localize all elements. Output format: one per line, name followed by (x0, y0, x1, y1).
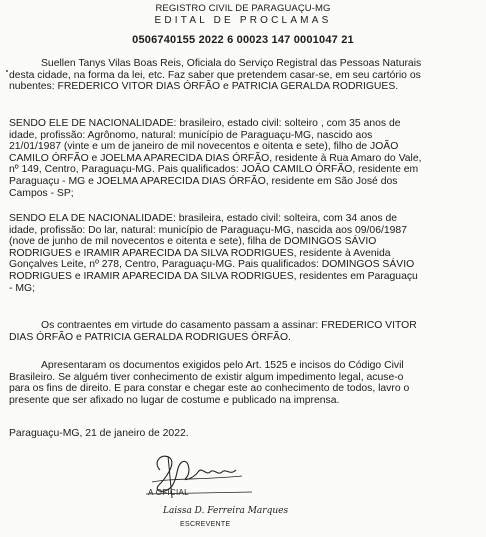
margin-mark (6, 70, 8, 72)
registry-name: REGISTRO CIVIL DE PARAGUAÇU-MG (155, 3, 331, 14)
document-number: 0506740155 2022 6 00023 147 0001047 21 (132, 34, 354, 46)
bride-paragraph: SENDO ELA DE NACIONALIDADE: brasileira, estado civil: solteira, com 34 anos de idade, profissão: Do lar, natural: município de Paraguaçu-MG, nascida aos 09/06/1987 (nove de junho de mil novecentos e oitenta e sete), filha de DOMINGOS SÁVIO RODRIGUES e IRAMIR APARECIDA DA SILVA RODRIGUES, residente à Avenida Gonçalves Leite, nº 278, Centro, Paraguaçu-MG. Pais qualificados: DOMINGOS SÁVIO RODRIGUES e IRAMIR APARECIDA DA SILVA RODRIGUES, residentes em Paraguaçu - MG; (9, 213, 418, 294)
date-line: Paraguaçu-MG, 21 de janeiro de 2022. (9, 428, 189, 439)
groom-paragraph: SENDO ELE DE NACIONALIDADE: brasileiro, estado civil: solteiro , com 35 anos de idade, profissão: Agrônomo, natural: município de Paraguaçu-MG, nascido aos 21/01/1987 (vinte e um de janeiro de mil novecentos e oitenta e sete), filho de JOÃO CAMILO ÓRFÃO e JOELMA APARECIDA DIAS ÓRFÃO, residente à Rua Amaro do Vale, nº 149, Centro, Paraguaçu-MG. Pais qualificados: JOÃO CAMILO ÓRFÃO, residente em Paraguaçu - MG e JOELMA APARECIDA DIAS ÓRFÃO, residente em São José dos Campos - SP; (9, 118, 422, 199)
signer-name: Laissa D. Ferreira Marques (163, 506, 289, 516)
signer-role: A OFICIAL (148, 488, 189, 497)
intro-paragraph: Suellen Tanys Vilas Boas Reis, Oficiala do Serviço Registral das Pessoas Naturais desta cidade, na forma da lei, etc. Faz saber que pretendem casar-se, em seu cartório os nubentes: FREDERICO VITOR DIAS ÓRFÃO e PATRICIA GERALDA RODRIGUES. (9, 58, 422, 93)
document-title: EDITAL DE PROCLAMAS (154, 15, 332, 26)
signing-paragraph: Os contraentes em virtude do casamento passam a assinar: FREDERICO VITOR DIAS ÓRFÃO e PATRICIA GERALDA RODRIGUES ÓRFÃO. (9, 320, 417, 343)
signer-title: ESCREVENTE (180, 521, 231, 528)
documents-paragraph: Apresentaram os documentos exigidos pelo Art. 1525 e incisos do Código Civil Brasileiro. Se alguém tiver conhecimento de existir algum impedimento legal, acuse-o para os fins de direito. E para constar e chegar este ao conhecimento de todos, lavro o presente que ser afixado no lugar de costume e publicado na imprensa. (9, 360, 410, 406)
